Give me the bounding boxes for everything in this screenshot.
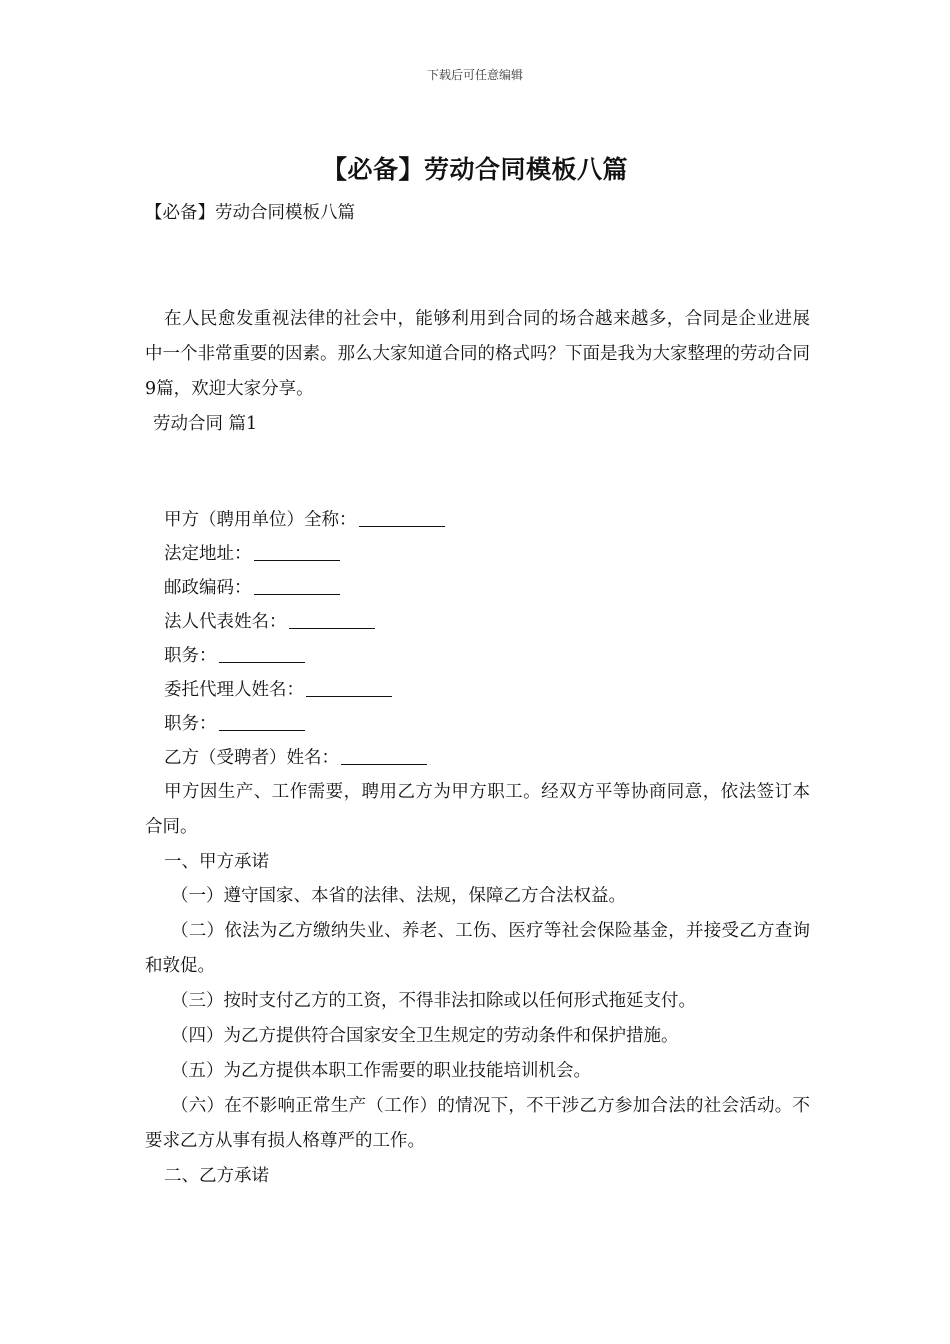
intro-paragraph: 在人民愈发重视法律的社会中，能够利用到合同的场合越来越多，合同是企业进展中一个非常重要的因素。那么大家知道合同的格式吗？下面是我为大家整理的劳动合同9篇，欢迎大家分享。	[145, 309, 810, 399]
field-label-legal-rep: 法人代表姓名：	[164, 612, 287, 632]
field-row	[145, 571, 810, 605]
fill-blank[interactable]	[254, 542, 340, 561]
spacer	[145, 230, 810, 302]
field-label-position: 职务：	[164, 646, 217, 666]
clause-item: （二）依法为乙方缴纳失业、养老、工伤、医疗等社会保险基金，并接受乙方查询和敦促。	[145, 921, 810, 976]
fill-blank[interactable]	[289, 610, 375, 629]
field-row	[145, 537, 810, 571]
fill-blank[interactable]	[306, 678, 392, 697]
field-label-company-name: 甲方（聘用单位）全称：	[164, 510, 357, 530]
part-two-heading: 二、乙方承诺	[164, 1166, 269, 1186]
field-row	[145, 673, 810, 707]
part-one-heading: 一、甲方承诺	[164, 852, 269, 872]
field-row	[145, 741, 810, 775]
clause-item: （五）为乙方提供本职工作需要的职业技能培训机会。	[171, 1061, 591, 1081]
fill-blank[interactable]	[359, 508, 445, 527]
clause-item: （六）在不影响正常生产（工作）的情况下，不干涉乙方参加合法的社会活动。不要求乙方从事有损人格尊严的工作。	[145, 1096, 810, 1151]
field-label-address: 法定地址：	[164, 544, 252, 564]
field-label-agent-position: 职务：	[164, 714, 217, 734]
field-row	[145, 503, 810, 537]
field-row	[145, 605, 810, 639]
fill-blank[interactable]	[219, 644, 305, 663]
header-note: 下载后可任意编辑	[426, 68, 523, 82]
field-label-employee-name: 乙方（受聘者）姓名：	[164, 748, 339, 768]
field-row	[145, 639, 810, 673]
fill-blank[interactable]	[341, 746, 427, 765]
field-row	[145, 707, 810, 741]
agreement-paragraph: 甲方因生产、工作需要，聘用乙方为甲方职工。经双方平等协商同意，依法签订本合同。	[145, 782, 810, 837]
document-title: 【必备】劳动合同模板八篇	[321, 155, 628, 184]
spacer	[145, 441, 810, 503]
party-fields	[145, 503, 810, 775]
clause-item: （四）为乙方提供符合国家安全卫生规定的劳动条件和保护措施。	[171, 1026, 679, 1046]
field-label-postcode: 邮政编码：	[164, 578, 252, 598]
document-body	[145, 196, 810, 1193]
section-heading: 劳动合同 篇1	[153, 414, 258, 434]
clause-item: （三）按时支付乙方的工资，不得非法扣除或以任何形式拖延支付。	[171, 991, 696, 1011]
field-label-agent-name: 委托代理人姓名：	[164, 680, 304, 700]
clause-item: （一）遵守国家、本省的法律、法规，保障乙方合法权益。	[171, 886, 626, 906]
document-subtitle: 【必备】劳动合同模板八篇	[145, 203, 355, 223]
fill-blank[interactable]	[254, 576, 340, 595]
fill-blank[interactable]	[219, 712, 305, 731]
